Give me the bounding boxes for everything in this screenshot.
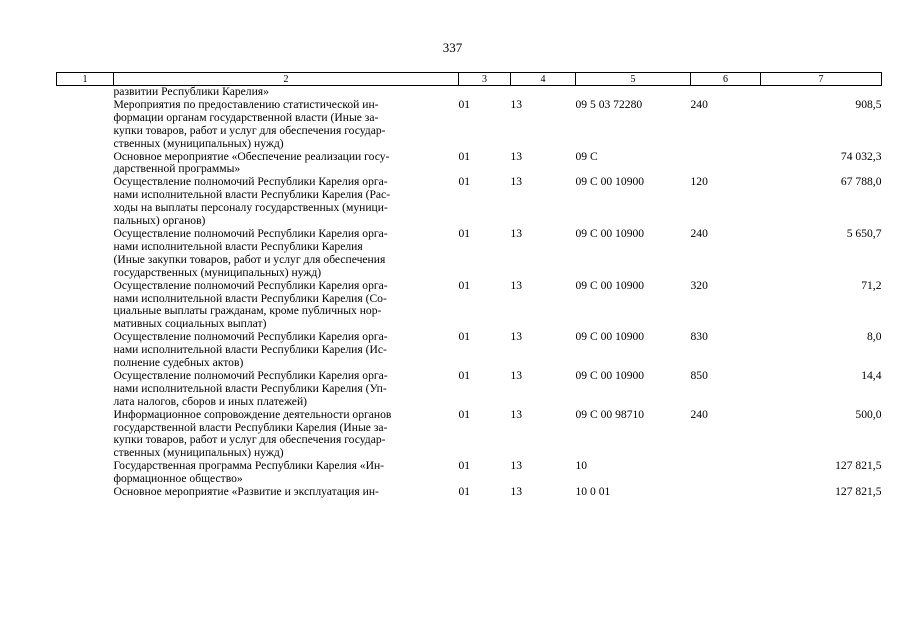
amount: 14,4 xyxy=(861,368,882,382)
section-code: 01 xyxy=(458,149,471,163)
subsection-code: 13 xyxy=(510,175,523,189)
row-description xyxy=(114,176,459,228)
subsection-code: 13 xyxy=(510,278,523,292)
target-article-code: 10 0 01 xyxy=(575,485,611,499)
amount: 67 788,0 xyxy=(840,175,882,189)
header-col-4: 4 xyxy=(511,73,576,86)
section-code: 01 xyxy=(458,278,471,292)
row-description xyxy=(114,460,459,486)
section-code: 01 xyxy=(458,97,471,111)
amount: 8,0 xyxy=(867,330,882,344)
header-col-5: 5 xyxy=(576,73,691,86)
cell-empty xyxy=(511,86,576,99)
description-line: Государственная программа Республики Карелия «Ин- xyxy=(113,459,385,473)
target-article-code: 09 С 00 98710 xyxy=(575,407,645,421)
description-line: (Иные закупки товаров, работ и услуг для обеспечения xyxy=(113,252,386,266)
description-line: нами исполнительной власти Республики Карелия (Со- xyxy=(113,291,387,305)
description-line: государственной власти Республики Карелия (Иные за- xyxy=(113,420,388,434)
cell-empty xyxy=(57,86,114,99)
target-article-code: 09 С 00 10900 xyxy=(575,278,645,292)
expense-type-code: 320 xyxy=(690,278,708,292)
row-description xyxy=(114,99,459,151)
description-line: Основное мероприятие «Обеспечение реализации госу- xyxy=(113,149,390,163)
target-article-code: 09 С 00 10900 xyxy=(575,226,645,240)
table-row xyxy=(57,99,882,151)
header-col-7: 7 xyxy=(761,73,882,86)
description-line: государственных (муниципальных) нужд) xyxy=(113,265,322,279)
description-line: циальные выплаты гражданам, кроме публичных нор- xyxy=(113,304,382,318)
expense-type-code: 830 xyxy=(690,330,708,344)
description-line: Осуществление полномочий Республики Карелия орга- xyxy=(113,368,388,382)
subsection-code: 13 xyxy=(510,459,523,473)
row-description xyxy=(114,151,459,177)
cell-empty xyxy=(761,86,882,99)
target-article-code: 10 xyxy=(575,459,588,473)
cell-empty xyxy=(57,280,114,332)
target-article-code: 09 С 00 10900 xyxy=(575,368,645,382)
cell-empty xyxy=(57,228,114,280)
expense-type-code xyxy=(691,486,761,499)
cell-empty xyxy=(691,86,761,99)
expense-type-code: 240 xyxy=(690,226,708,240)
amount: 74 032,3 xyxy=(840,149,882,163)
cell-empty xyxy=(57,370,114,409)
row-description xyxy=(114,331,459,370)
row-description xyxy=(114,409,459,461)
header-col-1: 1 xyxy=(57,73,114,86)
description-line: Мероприятия по предоставлению статистической ин- xyxy=(113,97,379,111)
table-row xyxy=(57,331,882,370)
expense-type-code xyxy=(691,460,761,486)
description-line: Осуществление полномочий Республики Карелия орга- xyxy=(113,330,388,344)
description-line: Осуществление полномочий Республики Карелия орга- xyxy=(113,175,388,189)
row-description xyxy=(114,280,459,332)
cell-empty xyxy=(57,460,114,486)
continuation-row xyxy=(57,86,882,99)
target-article-code: 09 С 00 10900 xyxy=(575,330,645,344)
cell-empty xyxy=(576,86,691,99)
description-line: нами исполнительной власти Республики Карелия (Уп- xyxy=(113,381,387,395)
amount: 127 821,5 xyxy=(835,485,882,499)
description-line: Осуществление полномочий Республики Карелия орга- xyxy=(113,278,388,292)
description-line: Информационное сопровождение деятельности органов xyxy=(113,407,392,421)
description-line: полнение судебных актов) xyxy=(113,356,244,370)
subsection-code: 13 xyxy=(510,226,523,240)
continuation-text: развитии Республики Карелия» xyxy=(113,85,269,98)
section-code: 01 xyxy=(458,330,471,344)
amount: 908,5 xyxy=(855,97,882,111)
description-line: пальных) органов) xyxy=(113,214,206,228)
target-article-code: 09 С 00 10900 xyxy=(575,175,645,189)
description-line: Основное мероприятие «Развитие и эксплуатация ин- xyxy=(113,485,379,499)
section-code: 01 xyxy=(458,175,471,189)
target-article-code: 09 5 03 72280 xyxy=(575,97,643,111)
description-line: формационное общество» xyxy=(113,472,243,486)
section-code: 01 xyxy=(458,459,471,473)
table-row xyxy=(57,370,882,409)
expense-type-code: 850 xyxy=(690,368,708,382)
description-line: нами исполнительной власти Республики Карелия (Ис- xyxy=(113,343,387,357)
description-line: купки товаров, работ и услуг для обеспечения государ- xyxy=(113,433,386,447)
header-col-3: 3 xyxy=(459,73,511,86)
description-line: дарственной программы» xyxy=(113,162,241,176)
section-code: 01 xyxy=(458,226,471,240)
subsection-code: 13 xyxy=(510,368,523,382)
section-code: 01 xyxy=(458,485,471,499)
subsection-code: 13 xyxy=(510,330,523,344)
subsection-code: 13 xyxy=(510,407,523,421)
budget-table xyxy=(56,72,882,499)
description-line: Осуществление полномочий Республики Карелия орга- xyxy=(113,226,388,240)
subsection-code: 13 xyxy=(510,485,523,499)
description-line: купки товаров, работ и услуг для обеспечения государ- xyxy=(113,123,386,137)
amount: 500,0 xyxy=(855,407,882,421)
description-line: нами исполнительной власти Республики Карелия (Рас- xyxy=(113,188,391,202)
section-code: 01 xyxy=(458,407,471,421)
description-line: ственных (муниципальных) нужд) xyxy=(113,446,284,460)
expense-type-code: 240 xyxy=(690,97,708,111)
cell-empty xyxy=(57,151,114,177)
row-description xyxy=(114,228,459,280)
header-col-2: 2 xyxy=(114,73,459,86)
description-line: нами исполнительной власти Республики Карелия xyxy=(113,239,363,253)
target-article-code: 09 С xyxy=(575,149,598,163)
row-description xyxy=(114,486,459,499)
amount: 71,2 xyxy=(861,278,882,292)
table-row xyxy=(57,228,882,280)
cell-empty xyxy=(57,486,114,499)
table-row xyxy=(57,280,882,332)
description-line: мативных социальных выплат) xyxy=(113,317,267,331)
subsection-code: 13 xyxy=(510,97,523,111)
expense-type-code xyxy=(691,151,761,177)
page-number: 337 xyxy=(442,40,463,55)
table-row xyxy=(57,176,882,228)
cell-empty xyxy=(57,331,114,370)
description-line: ственных (муниципальных) нужд) xyxy=(113,136,284,150)
description-line: формации органам государственной власти (Иные за- xyxy=(113,110,379,124)
description-line: лата налогов, сборов и иных платежей) xyxy=(113,394,308,408)
table-row xyxy=(57,151,882,177)
table-row xyxy=(57,460,882,486)
cell-empty xyxy=(57,176,114,228)
section-code: 01 xyxy=(458,368,471,382)
expense-type-code: 240 xyxy=(690,407,708,421)
table-row xyxy=(57,486,882,499)
subsection-code: 13 xyxy=(510,149,523,163)
cell-empty xyxy=(57,99,114,151)
amount: 5 650,7 xyxy=(846,226,882,240)
amount: 127 821,5 xyxy=(835,459,882,473)
table-row xyxy=(57,409,882,461)
expense-type-code: 120 xyxy=(690,175,708,189)
description-line: ходы на выплаты персоналу государственных (муници- xyxy=(113,201,388,215)
row-description xyxy=(114,370,459,409)
header-col-6: 6 xyxy=(691,73,761,86)
cell-empty xyxy=(57,409,114,461)
cell-empty xyxy=(459,86,511,99)
header-row xyxy=(57,73,882,86)
